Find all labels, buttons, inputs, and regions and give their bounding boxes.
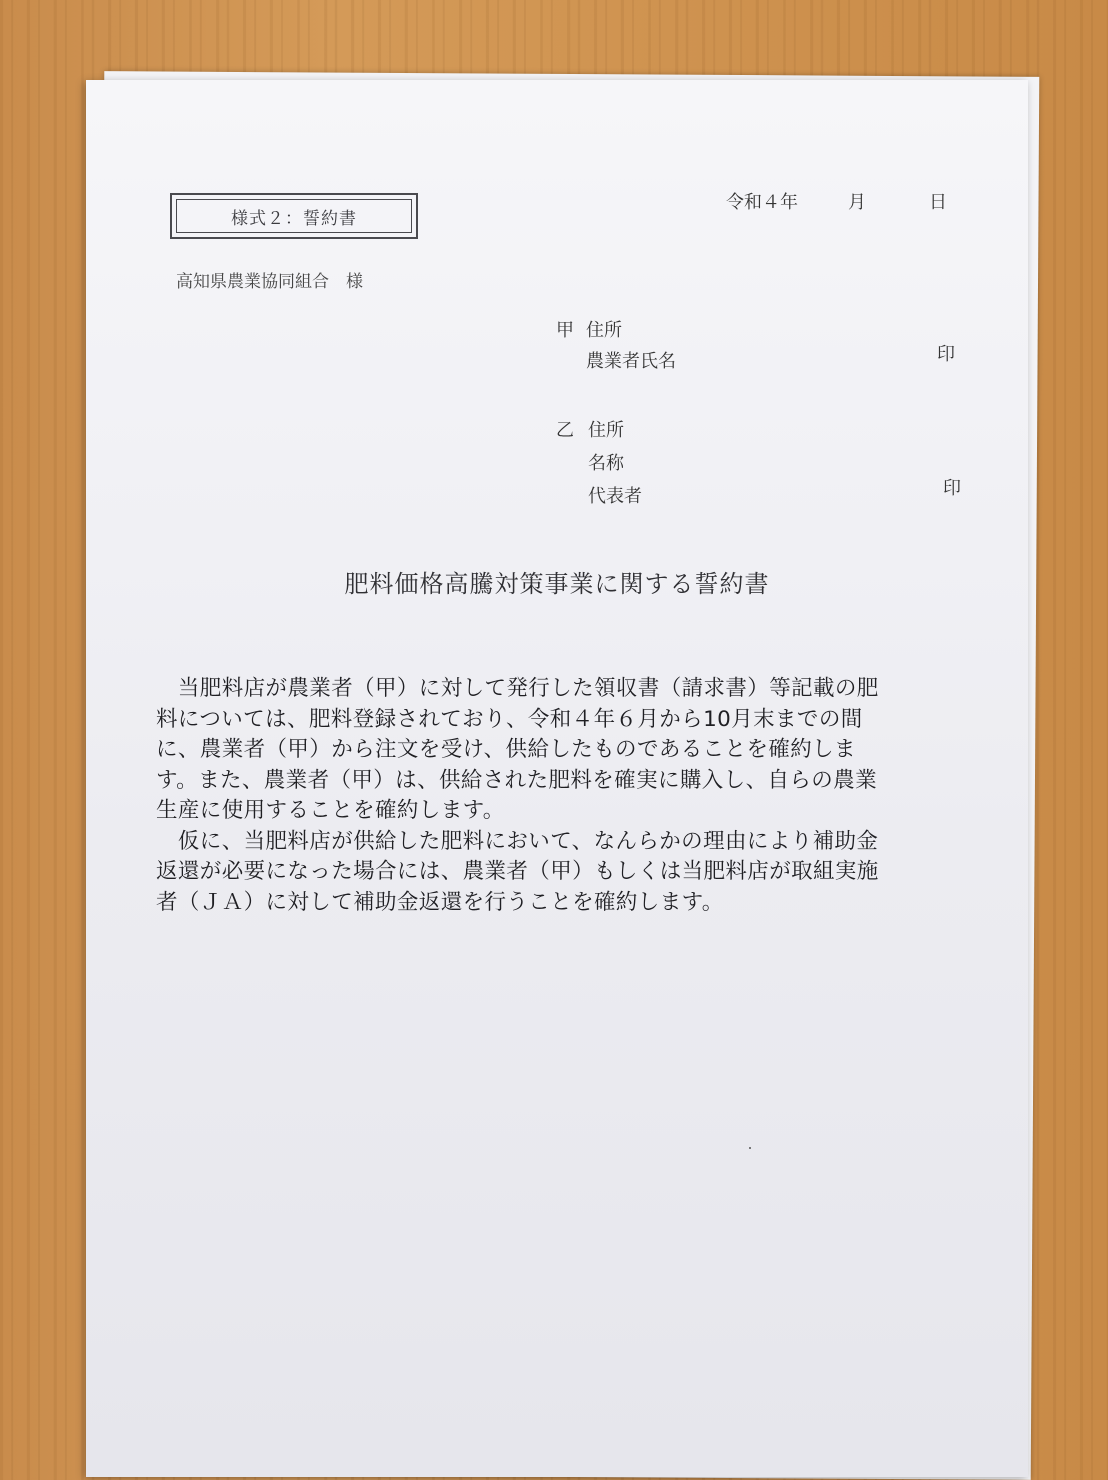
form-label-box — [170, 193, 418, 239]
party-b-seal: 印 — [943, 478, 961, 499]
paragraph-1-line: す。また、農業者（甲）は、供給された肥料を確実に購入し、自らの農業 — [156, 767, 877, 793]
paragraph-2-line: 仮に、当肥料店が供給した肥料において、なんらかの理由により補助金 — [156, 828, 879, 854]
document-body — [156, 674, 976, 918]
party-b-name-label: 名称 — [588, 453, 624, 474]
party-b-rep-label: 代表者 — [588, 486, 642, 507]
paragraph-1-line: 当肥料店が農業者（甲）に対して発行した領収書（請求書）等記載の肥 — [156, 676, 879, 701]
document-page — [86, 80, 1028, 1477]
document-title: 肥料価格高騰対策事業に関する誓約書 — [344, 570, 770, 598]
party-b-mark: 乙 — [556, 420, 574, 441]
paragraph-1-line: 料については、肥料登録されており、令和４年６月から10月末までの間 — [156, 706, 863, 732]
date-month-label: 月 — [848, 192, 866, 213]
party-a-name-label: 農業者氏名 — [586, 351, 676, 372]
party-a-address-label: 住所 — [586, 320, 622, 341]
form-label-text: 様式２：誓約書 — [231, 208, 357, 229]
party-b-address-label: 住所 — [588, 420, 624, 441]
paragraph-1-line: に、農業者（甲）から注文を受け、供給したものであることを確約しま — [156, 737, 856, 762]
date-era-year: 令和４年 — [726, 192, 798, 213]
paper-speck — [749, 1147, 751, 1149]
paragraph-2-line: 返還が必要になった場合には、農業者（甲）もしくは当肥料店が取組実施 — [156, 859, 879, 884]
paragraph-2 — [156, 827, 976, 919]
date-day-label: 日 — [929, 192, 947, 213]
paragraph-2-line: 者（ＪＡ）に対して補助金返還を行うことを確約します。 — [156, 889, 724, 915]
party-a-mark: 甲 — [556, 320, 574, 341]
addressee: 高知県農業協同組合 様 — [176, 272, 363, 292]
paragraph-1 — [156, 674, 976, 827]
paragraph-1-line: 生産に使用することを確約します。 — [156, 798, 505, 823]
party-a-seal: 印 — [937, 344, 955, 365]
